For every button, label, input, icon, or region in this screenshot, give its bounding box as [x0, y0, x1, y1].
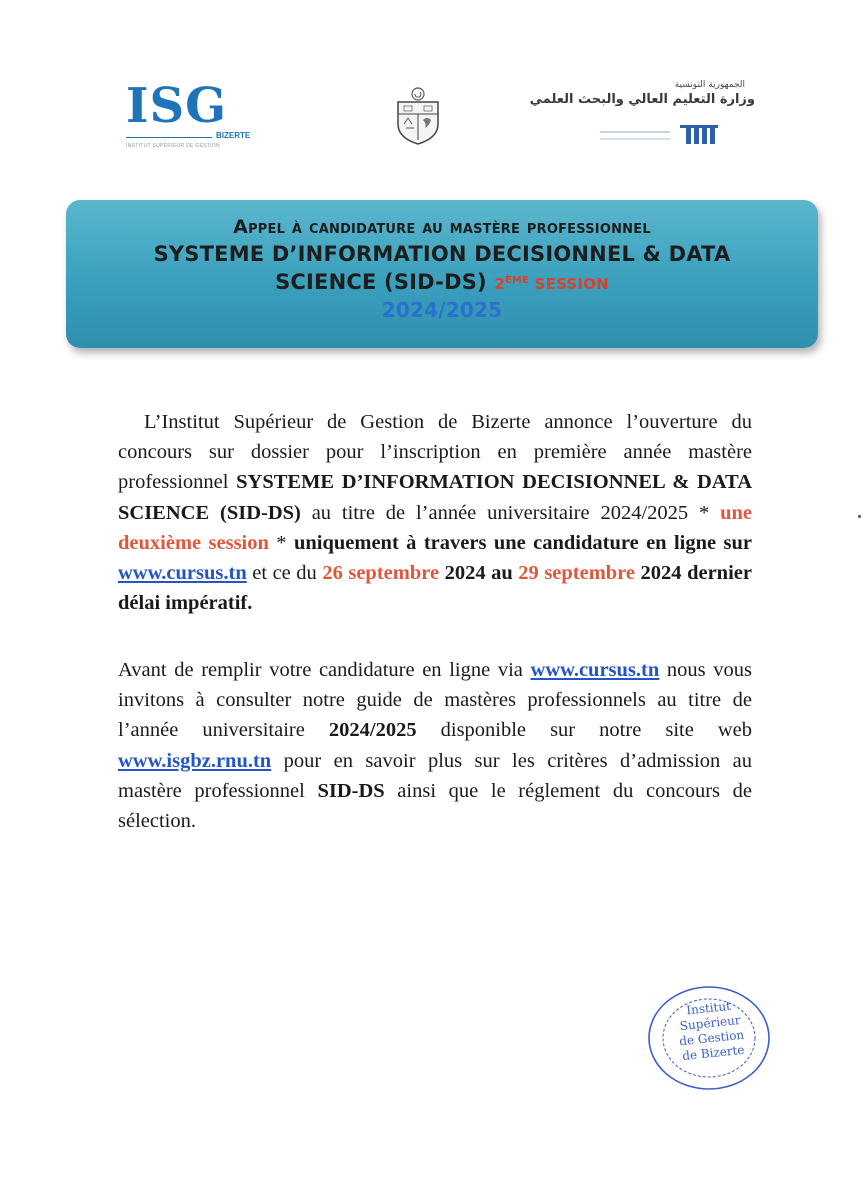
banner-session-label: [494, 275, 609, 293]
isg-logo-rule: [126, 137, 212, 138]
stamp-line2: Supérieur: [679, 1012, 742, 1034]
banner-title-line1: Appel à candidature au mastère professionnel: [233, 216, 651, 238]
announcement-paragraph: [118, 407, 752, 618]
paragraph1-year-text: au titre de l’année universitaire 2024/2025 *: [300, 501, 721, 524]
tunisia-coat-of-arms-icon: [388, 84, 448, 146]
scan-speck: [858, 515, 861, 518]
cursus-link[interactable]: www.cursus.tn: [118, 562, 247, 585]
paragraph2-intro: Avant de remplir votre candidature en ligne via: [118, 659, 531, 681]
stamp-line1: Institut: [685, 998, 732, 1018]
end-date: 29 septembre: [518, 562, 636, 585]
paragraph2-guide-text: nous vous invitons à consulter notre guide de mastères professionnels au titre de l’année universitaire: [118, 659, 752, 742]
cursus-link-2[interactable]: www.cursus.tn: [530, 659, 660, 681]
ministry-name-text: وزارة التعليم العالي والبحث العلمي: [529, 92, 755, 107]
paragraph1-intro: L’Institut Supérieur de Gestion de Bizerte annonce l’ouverture du concours sur dossier pour l’inscription en première année mastère professionnel: [118, 411, 752, 494]
academic-year-bold: 2024/2025: [328, 719, 417, 742]
program-name: SYSTEME D’INFORMATION DECISIONNEL & DATA SCIENCE (SID-DS): [118, 471, 752, 524]
ministry-logo: [529, 80, 755, 150]
ministry-republic-text: الجمهورية التونسية: [674, 80, 745, 90]
university-carthage-logo-icon: [600, 124, 720, 146]
start-date: 26 septembre: [322, 562, 440, 585]
start-year-text: 2024 au: [439, 562, 519, 585]
banner-title-line3: [66, 270, 818, 294]
deadline-text: 2024 dernier délai impératif.: [118, 562, 752, 615]
banner-session-superscript: ÈME: [505, 275, 530, 286]
stamp-line4: de Bizerte: [681, 1042, 746, 1064]
paragraph1-asterisk: *: [268, 531, 294, 554]
banner-program-acronym: SCIENCE (SID-DS): [275, 270, 495, 294]
isgbz-website-link[interactable]: www.isgbz.rnu.tn: [118, 749, 272, 772]
paragraph1-date-intro: et ce du: [246, 562, 323, 585]
program-acronym-bold: SID-DS: [317, 779, 385, 802]
paragraph2-site-text: disponible sur notre site web: [416, 719, 753, 742]
banner-title-line2: SYSTEME D’INFORMATION DECISIONNEL & DATA: [153, 242, 731, 266]
isg-logo-word: ISG: [126, 78, 228, 134]
banner-academic-year: 2024/2025: [381, 298, 503, 322]
stamp-text: [672, 997, 750, 1064]
isg-logo-city: BIZERTE: [216, 131, 251, 140]
official-stamp: [645, 983, 773, 1093]
online-application-text: uniquement à travers une candidature en ligne sur: [293, 531, 753, 554]
paragraph2-closing-text: ainsi que le réglement du concours de sélection.: [118, 779, 752, 833]
paragraph2-criteria-text: pour en savoir plus sur les critères d’admission au mastère professionnel: [118, 749, 752, 802]
stamp-line3: de Gestion: [678, 1027, 745, 1049]
isg-logo: [120, 78, 270, 153]
banner-session-word: SESSION: [529, 275, 609, 293]
second-session-label: une deuxième session: [118, 501, 752, 554]
announcement-banner: [66, 200, 818, 348]
banner-session-number: 2: [494, 275, 505, 293]
guide-paragraph: [118, 655, 752, 836]
isg-logo-subtitle: INSTITUT SUPÉRIEUR DE GESTION: [126, 143, 220, 149]
